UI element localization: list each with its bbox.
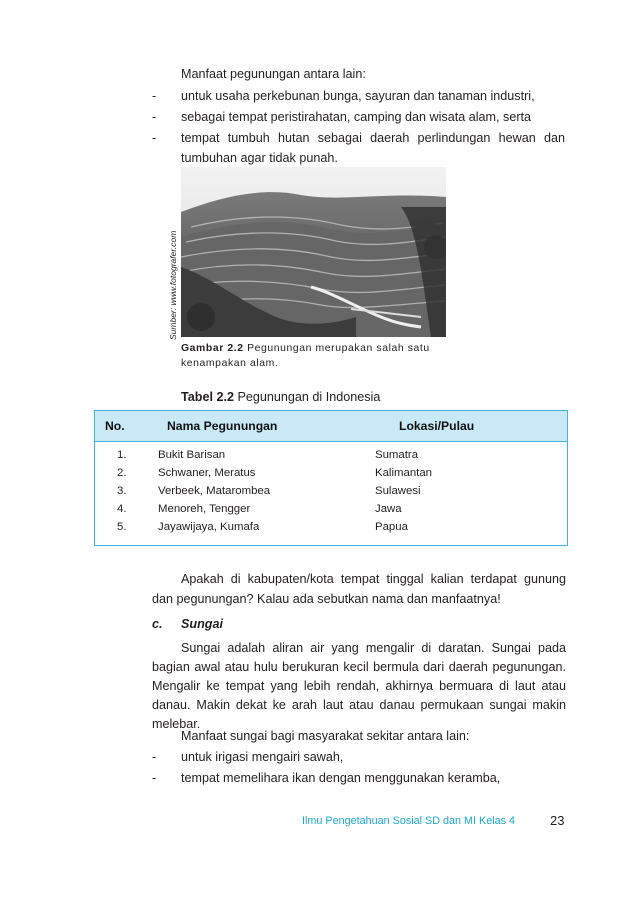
table-title-text: Pegunungan di Indonesia <box>237 390 381 404</box>
table-header <box>95 411 567 442</box>
bullet-text: tumbuhan agar tidak punah. <box>181 151 338 165</box>
cell-name: Jayawijaya, Kumafa <box>158 521 260 533</box>
table-title <box>181 387 380 407</box>
cell-no: 3. <box>117 485 127 497</box>
cell-location: Papua <box>375 521 408 533</box>
cell-location: Jawa <box>375 503 402 515</box>
cell-name: Verbeek, Matarombea <box>158 485 271 497</box>
bullet-text: tempat tumbuh hutan sebagai daerah perlindungan hewan dan <box>181 131 565 145</box>
footer-book-title: Ilmu Pengetahuan Sosial SD dan MI Kelas 4 <box>302 815 516 827</box>
page-number: 23 <box>550 813 565 828</box>
table-title-label: Tabel 2.2 <box>181 390 234 404</box>
bullet-dash: - <box>152 110 157 124</box>
bullet-text: untuk irigasi mengairi sawah, <box>181 750 344 764</box>
cell-no: 4. <box>117 503 127 515</box>
bullet-text: sebagai tempat peristirahatan, camping dan wisata alam, serta <box>181 110 532 124</box>
cell-name: Menoreh, Tengger <box>158 503 251 515</box>
figure-caption-text: kenampakan alam. <box>181 358 279 369</box>
section-title: Sungai <box>181 617 223 631</box>
header-lokasi-pulau: Lokasi/Pulau <box>399 419 475 433</box>
bullet-text: tempat memelihara ikan dengan menggunakan keramba, <box>181 771 501 785</box>
question-line: Apakah di kabupaten/kota tempat tinggal kalian terdapat gunung <box>181 572 566 586</box>
cell-no: 2. <box>117 467 127 479</box>
figure-caption-label: Gambar 2.2 <box>181 343 244 354</box>
bullet-text: untuk usaha perkebunan bunga, sayuran dan tanaman industri, <box>181 89 535 103</box>
question-line: dan pegunungan? Kalau ada sebutkan nama dan manfaatnya! <box>152 592 501 606</box>
cell-name: Schwaner, Meratus <box>158 467 256 479</box>
bullet-dash: - <box>152 131 157 145</box>
header-nama-pegunungan: Nama Pegunungan <box>167 419 278 433</box>
cell-location: Sulawesi <box>375 485 421 497</box>
section-paragraph-line: danau. Makin dekat ke arah laut atau danau permukaan sungai makin <box>152 698 566 712</box>
section-paragraph-line: melebar. <box>152 717 201 731</box>
cell-no: 5. <box>117 521 127 533</box>
benefit-lead: Manfaat sungai bagi masyarakat sekitar antara lain: <box>181 729 470 743</box>
figure-caption-text: Pegunungan merupakan salah satu <box>247 343 430 354</box>
mountain-terrace-photo <box>181 167 446 337</box>
section-letter: c. <box>152 617 163 631</box>
intro-lead: Manfaat pegunungan antara lain: <box>181 67 366 81</box>
cell-location: Kalimantan <box>375 467 432 479</box>
section-paragraph-line: Mengalir ke tempat yang lebih rendah, akhirnya bermuara di laut atau <box>152 679 566 693</box>
cell-location: Sumatra <box>375 449 419 461</box>
bullet-dash: - <box>152 750 157 764</box>
bullet-dash: - <box>152 89 157 103</box>
header-no: No. <box>105 419 125 433</box>
section-paragraph-line: bagian awal atau hulu berukuran kecil bermula dari daerah pegunungan. <box>152 660 566 674</box>
cell-no: 1. <box>117 449 127 461</box>
terraced-hills-illustration <box>181 167 446 337</box>
photo-credit-text: Sumber: www.fotografer.com <box>168 230 178 340</box>
bullet-dash: - <box>152 771 157 785</box>
figure-caption <box>181 341 446 371</box>
cell-name: Bukit Barisan <box>158 449 226 461</box>
mountains-table <box>94 410 568 546</box>
section-paragraph-line: Sungai adalah aliran air yang mengalir di daratan. Sungai pada <box>181 641 566 655</box>
